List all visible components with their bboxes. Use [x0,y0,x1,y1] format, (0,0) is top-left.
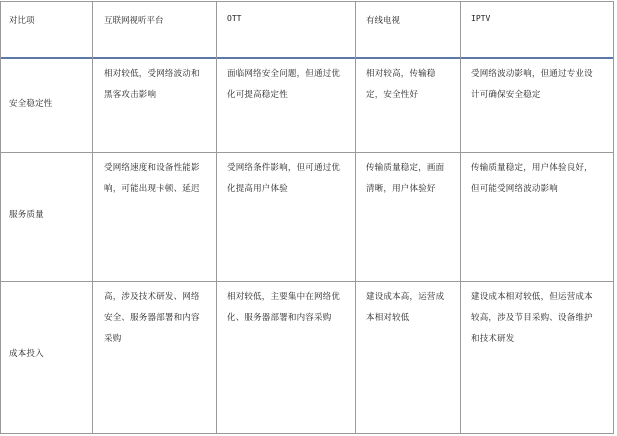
header-cell-compare-item: 对比项 [9,16,35,26]
column-divider [355,1,356,434]
header-cell-internet-platform: 互联网视听平台 [104,16,164,26]
table-cell: 相对较低，主要集中在网络优 化、服务器部署和内容采购 [227,292,341,323]
table-cell: 建设成本相对较低，但运营成本 较高，涉及节目采购、设备维护 和技术研发 [471,292,593,344]
table-cell: 建设成本高，运营成 本相对较低 [366,292,445,323]
row-label: 服务质量 [9,210,44,220]
header-cell-cable-tv: 有线电视 [366,16,401,26]
column-divider [460,1,461,434]
table-cell: 传输质量稳定，画面 清晰，用户体验好 [366,163,445,194]
row-label: 安全稳定性 [9,99,53,109]
column-divider [216,1,217,434]
table-cell: 受网络波动影响，但通过专业设 计可确保安全稳定 [471,69,593,100]
table-border-right [613,1,614,434]
column-divider [92,1,93,434]
table-cell: 相对较高，传输稳 定，安全性好 [366,69,436,100]
column-divider [0,1,1,434]
table-cell: 传输质量稳定，用户体验良好， 但可能受网络波动影响 [471,163,593,194]
table-cell: 受网络条件影响，但可通过优 化提高用户体验 [227,163,341,194]
header-cell-ott: OTT [227,14,242,23]
header-cell-iptv: IPTV [471,14,491,23]
table-cell: 受网络速度和设备性能影 响，可能出现卡顿、延迟 [104,163,200,194]
table-cell: 相对较低，受网络波动和 黑客攻击影响 [104,69,200,100]
table-cell: 高，涉及技术研发、网络 安全、服务器部署和内容 采购 [104,292,200,344]
table-cell: 面临网络安全问题，但通过优 化可提高稳定性 [227,69,341,100]
row-label: 成本投入 [9,349,44,359]
